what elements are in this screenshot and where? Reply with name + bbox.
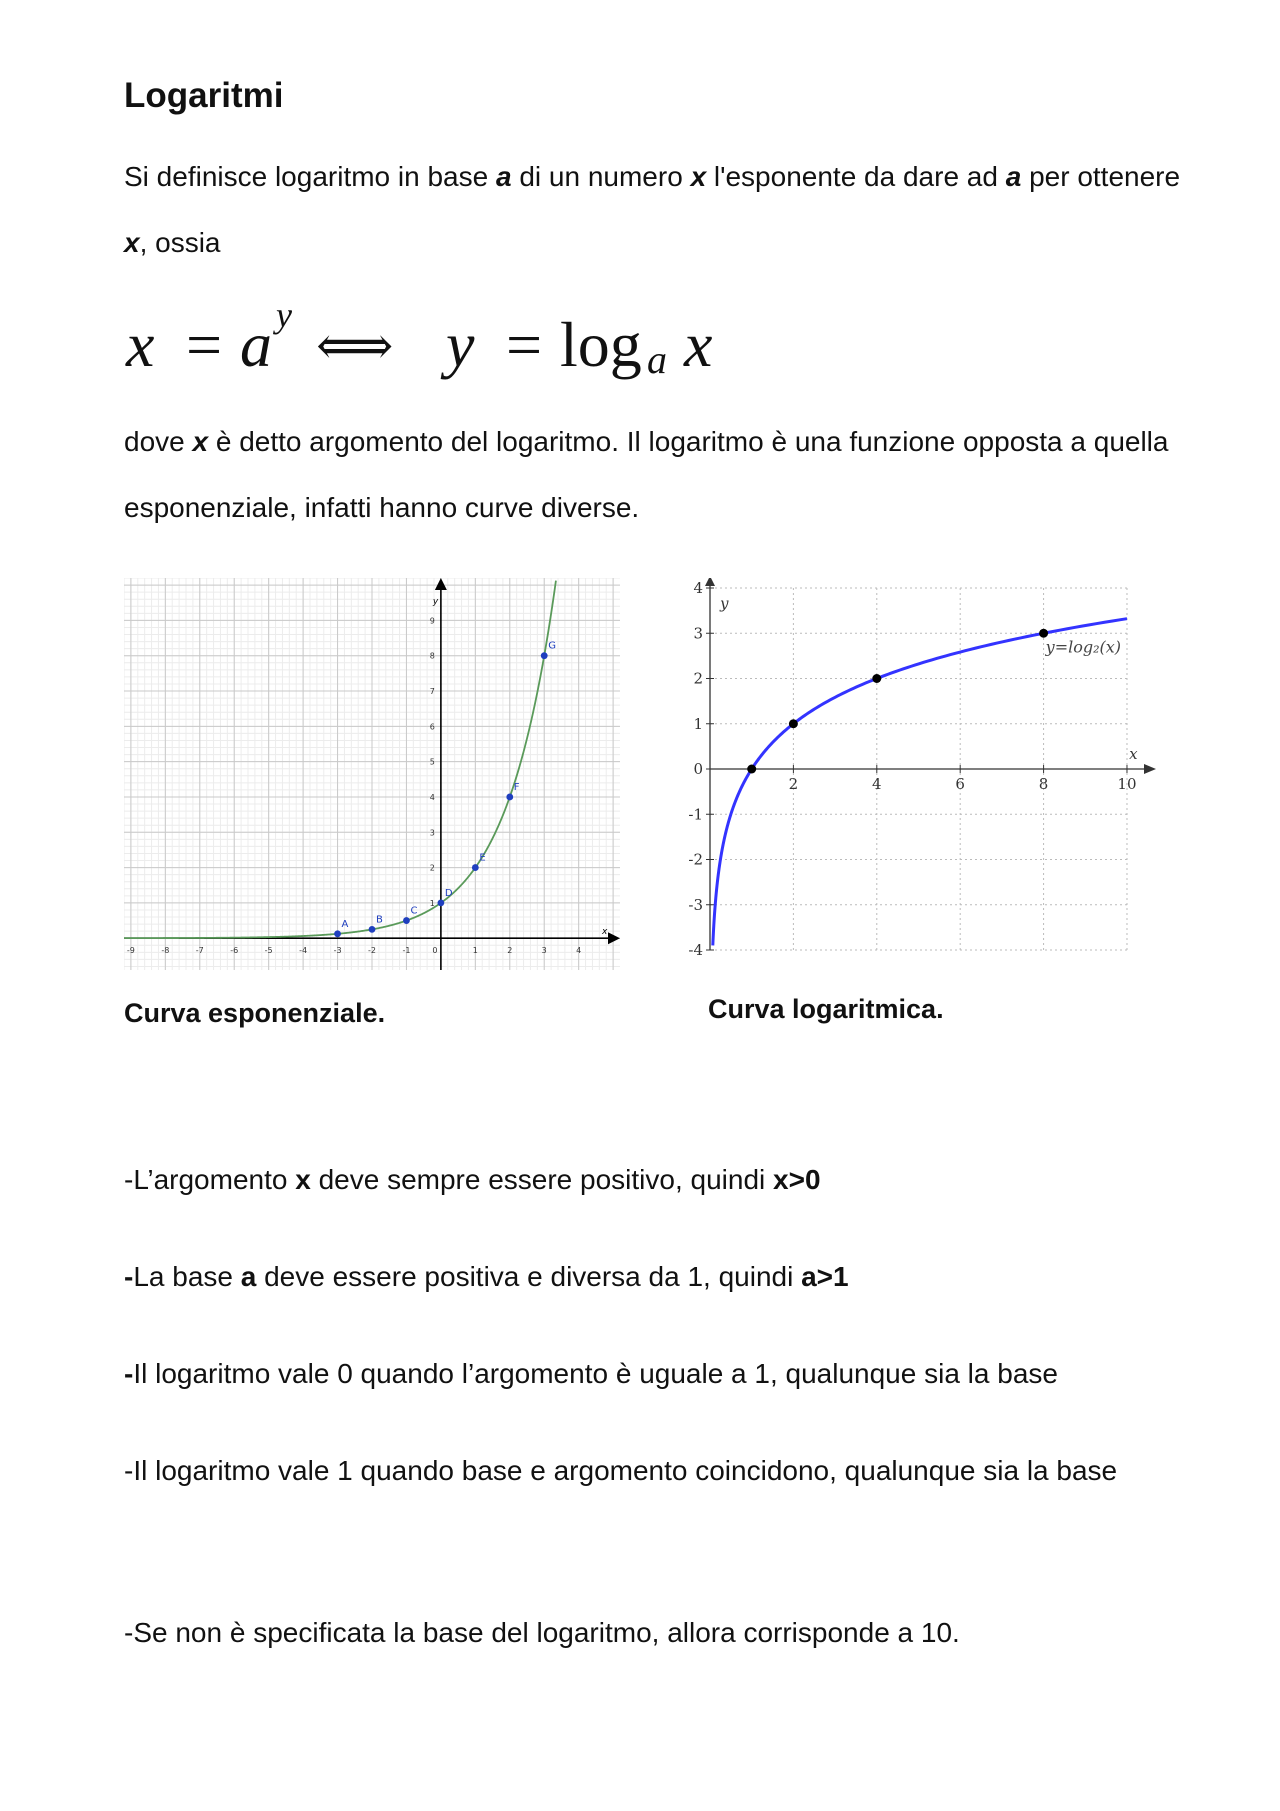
point-E	[472, 864, 479, 871]
point-label-G: G	[548, 640, 556, 652]
y-tick-label: 3	[693, 624, 703, 643]
caption-logarithmic: Curva logaritmica.	[708, 994, 944, 1024]
bullet-2-bold-a: a	[240, 1261, 257, 1292]
y-tick-label: -2	[688, 850, 703, 869]
intro-text-5: , ossia	[139, 227, 221, 258]
logarithmic-chart	[672, 578, 1172, 970]
bullet-2-pre: La base	[133, 1261, 241, 1292]
description-paragraph	[124, 409, 1184, 541]
formula-x-2: x	[684, 309, 713, 380]
x-tick-label: -5	[264, 946, 273, 956]
desc-text-2: è detto argomento del logaritmo. Il logaritmo è una funzione opposta a quella esponenziale, infatti hanno curve diverse.	[124, 426, 1169, 523]
bullet-1-pre: -L’argomento	[124, 1164, 296, 1195]
point-1-0	[747, 765, 756, 774]
log-definition-formula	[124, 295, 764, 400]
x-tick-label: 4	[872, 775, 882, 793]
x-tick-label: -2	[368, 946, 376, 956]
bullet-2-mid: deve essere positiva e diversa da 1, quindi	[256, 1261, 802, 1292]
formula-subscript-a: a	[647, 337, 667, 382]
y-tick-label: 4	[693, 579, 703, 597]
logarithmic-curve	[713, 619, 1127, 946]
x-tick-label: 8	[1038, 775, 1049, 793]
x-tick-label: 6	[955, 775, 965, 793]
x-axis-label: x	[602, 927, 608, 938]
formula-equals-1: =	[186, 309, 223, 380]
formula-exponent-y: y	[276, 295, 292, 335]
point-label-B: B	[376, 914, 383, 926]
y-tick-label: 9	[429, 616, 435, 626]
point-label-E: E	[479, 852, 486, 864]
bullet-base-positive	[124, 1245, 1184, 1309]
y-tick-label: 8	[429, 651, 435, 661]
y-tick-label: 1	[429, 898, 435, 908]
y-axis-arrow	[705, 578, 715, 586]
x-axis-arrow	[1144, 764, 1156, 774]
y-tick-label: 6	[429, 722, 435, 732]
bullet-log-zero	[124, 1342, 1184, 1406]
bullet-3-dash: -	[124, 1358, 134, 1389]
x-tick-label: 1	[472, 946, 478, 956]
x-tick-label: -9	[126, 946, 135, 956]
x-tick-label: -1	[402, 946, 411, 956]
bullet-1-bold-x: x	[295, 1164, 311, 1195]
y-tick-label: 7	[429, 687, 435, 697]
intro-text-1: Si definisce logaritmo in base	[124, 161, 496, 192]
x-tick-label: 10	[1117, 775, 1137, 793]
point-label-A: A	[341, 918, 349, 930]
bullet-2-bold-condition: a>1	[801, 1261, 849, 1292]
x-tick-label: -7	[195, 946, 204, 956]
y-axis-label: y	[720, 594, 729, 613]
y-tick-label: 1	[693, 714, 703, 733]
x-tick-label: -8	[161, 946, 170, 956]
x-axis-label: x	[1129, 745, 1138, 763]
caption-exponential: Curva esponenziale.	[124, 998, 386, 1028]
formula-iff-arrow: ⟺	[316, 316, 394, 376]
x-tick-label: 2	[507, 946, 513, 956]
bullet-1-mid: deve sempre essere positivo, quindi	[310, 1164, 774, 1195]
formula-x: x	[126, 309, 155, 380]
intro-bold-a2: a	[1005, 161, 1022, 192]
y-axis-arrow	[435, 578, 447, 590]
bullet-argument-positive	[124, 1148, 1184, 1212]
bullet-2-dash: -	[124, 1261, 134, 1292]
y-tick-label: -3	[688, 895, 703, 914]
x-tick-label: 4	[576, 946, 582, 956]
x-axis-arrow	[608, 932, 620, 944]
bullet-3-text: Il logaritmo vale 0 quando l’argomento è uguale a 1, qualunque sia la base	[133, 1358, 1058, 1389]
desc-text-1: dove	[124, 426, 193, 457]
point-C	[403, 917, 410, 924]
point-label-F: F	[513, 781, 520, 793]
page-title: Logaritmi	[124, 76, 284, 115]
formula-y: y	[446, 309, 475, 380]
bullet-1-bold-condition: x>0	[773, 1164, 821, 1195]
x-tick-label: -3	[333, 946, 342, 956]
x-tick-label: 3	[541, 946, 547, 956]
x-tick-label: 0	[432, 946, 438, 956]
exponential-chart	[124, 578, 620, 970]
y-tick-label: 5	[429, 757, 435, 767]
point-2-1	[789, 719, 798, 728]
intro-bold-x2: x	[124, 227, 140, 258]
point-B	[369, 926, 376, 933]
y-tick-label: -4	[688, 941, 703, 959]
point-4-2	[872, 674, 881, 683]
intro-text-3: l'esponente da dare ad	[706, 161, 1006, 192]
bullet-log-one: -Il logaritmo vale 1 quando base e argomento coincidono, qualunque sia la base	[124, 1455, 1118, 1486]
y-axis-label: y	[432, 597, 439, 607]
y-tick-label: 2	[429, 863, 435, 873]
point-A	[334, 930, 341, 937]
curve-label: y=log₂(x)	[1045, 637, 1122, 657]
point-D	[437, 900, 444, 907]
formula-base-a: a	[240, 309, 272, 380]
y-tick-label: 0	[693, 760, 703, 778]
point-F	[506, 794, 513, 801]
y-tick-label: 3	[429, 828, 435, 838]
x-tick-label: -4	[299, 946, 308, 956]
intro-bold-a: a	[495, 161, 512, 192]
point-label-D: D	[444, 887, 453, 899]
intro-text-2: di un numero	[511, 161, 691, 192]
x-tick-label: 2	[788, 775, 799, 793]
intro-text-4: per ottenere	[1021, 161, 1181, 192]
formula-log: log	[560, 309, 642, 380]
desc-bold-x: x	[192, 426, 209, 457]
point-G	[541, 652, 548, 659]
intro-paragraph	[124, 144, 1184, 276]
intro-bold-x: x	[690, 161, 707, 192]
y-tick-label: 4	[429, 792, 435, 802]
y-tick-label: 2	[693, 669, 703, 688]
y-tick-label: -1	[688, 805, 703, 824]
formula-equals-2: =	[506, 309, 543, 380]
bullet-default-base: -Se non è specificata la base del logaritmo, allora corrisponde a 10.	[124, 1617, 960, 1648]
x-tick-label: -6	[230, 946, 239, 956]
point-label-C: C	[410, 905, 418, 917]
